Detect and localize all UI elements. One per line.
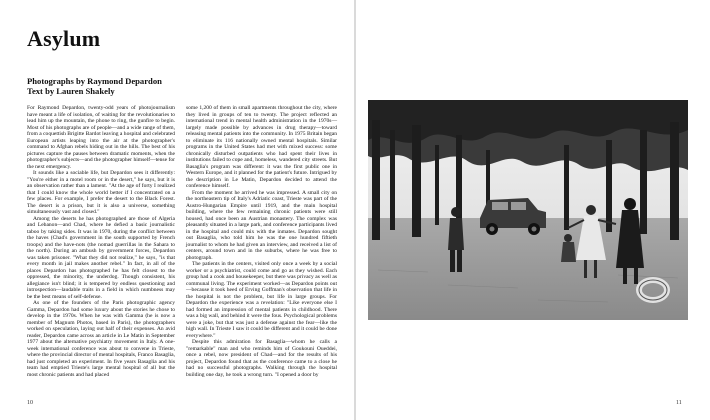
- paragraph: As one of the founders of the Paris photographic agency Gamma, Depardon had some luxury about the stories he chose to develop in the 1970s. When he was with Gamma (he is now a member of Magnum Photos, based in Paris), the photographers worked on speculation, laying out half of their expenses. An avid reader, Depardon came across an article in Le Matin in September 1977 about the alternative psychiatry movement in Italy. A one-week international conference was about to convene in Trieste, where the provincial director of mental hospitals, Franco Basaglia, had just completed an experiment. In five years Basaglia and his team had emptied Trieste's large mental hospital of all but the most chronic patients and had placed: [27, 300, 175, 378]
- page-number-left: 10: [27, 400, 33, 406]
- author-credit: Text by Lauren Shakely: [27, 86, 115, 96]
- paragraph: From the moment he arrived he was impressed. A small city on the northeastern tip of Italy's Adriatic coast, Trieste was part of the Austro-Hungarian Empire until 1919, and the main hospital building, where the few remaining chronic patients were still housed, had once been an Austrian monastery. The complex was pleasantly situated in a large park, and conference participants lived in the hospital and could mix with the inmates. Depardon sought out Basaglia, who told him he was the one hundred fiftieth journalist to whom he had given an interview, and received a list of centers, around town and in the suburbs, where he was free to photograph.: [186, 189, 337, 261]
- byline: [27, 76, 162, 96]
- article-column-2: [186, 105, 337, 378]
- paragraph: For Raymond Depardon, twenty-odd years of photojournalism have meant a life of isolation, of waiting for the revolutionaries to lead him up the mountain, the phone to ring, the gunfire to begin. Most of his photographs are of people—and a wide range of them, from a coquettish Brigitte Bardot leaving a hospital and celebrated European artists leaping into the air at the photographer's command to Afghan rebels hiding out in the hills. The best of his pictures capture the pauses between dramatic moments, when the photographer's subjects—and the photographer himself—tense for the next emergency.: [27, 105, 175, 170]
- article-column-1: [27, 105, 175, 378]
- paragraph: some 1,200 of them in small apartments throughout the city, where they lived in groups of ten to twenty. The project reflected an international trend in mental health administration in the 1970s—largely made possible by advances in drug therapy—toward releasing mental patients into the community. In 1975 Britain began to eliminate its 116 nationally owned mental hospitals. Similar programs in the United States had met with mixed success: some chronically disturbed outpatients who had spent their lives in institutions failed to cope and, homeless, wandered city streets. But Basaglia's program was different: it was the first public one in Western Europe, and it planned for the patient's future. Intrigued by the description in Le Matin, Depardon decided to attend the conference himself.: [186, 105, 337, 189]
- paragraph: Despite this admiration for Basaglia—whom he calls a "remarkable" man and who reminds him of Goukouni Oueddei, once a rebel, now president of Chad—and for the results of his project, Depardon found that as the conference came to a close he had no successful photographs. Walking through the hospital building one day, he took a wrong turn. "I opened a door by: [186, 339, 337, 378]
- paragraph: It sounds like a sociable life, but Depardon sees it differently: "You're either in a motel room or in the desert," he says, but it is an observation rather than a lament. "At the age of forty I realized that I could know the whole world better if I concentrated on a few places. For example, I prefer the desert to the Black Forest. The desert is a prison, but it is also a universe, something simultaneously vast and closed.": [27, 170, 175, 215]
- page-number-right: 11: [676, 400, 682, 406]
- photograph-image: [368, 100, 688, 320]
- paragraph: Among the deserts he has photographed are those of Algeria and Lebanon—and Chad, where he defied a basic journalistic taboo by taking sides. It was in 1970, during the conflict between the haves (Chad's government in the south supported by French troops) and the have-nots (the nomad guerrillas in the Sahara to the north). During an ambush by government forces, Depardon was taken prisoner. "What they did not realize," he says, "is that every month in jail makes another rebel." In fact, in all of the places Depardon has photographed he has felt closest to the oppressed, the minority, the underdog. Though consistent, his allegiance isn't blind; it is tempered by endless questioning and introspection—laudable traits in a field in which numbness may be the best means of self-defense.: [27, 215, 175, 300]
- page-gutter: [354, 0, 356, 420]
- page-title: Asylum: [27, 26, 101, 51]
- photographer-credit: Photographs by Raymond Depardon: [27, 76, 162, 86]
- paragraph: The patients in the centers, visited only once a week by a social worker or a psychiatrist, could come and go as they wished. Each group had a cook and housekeeper, but there was privacy as well as communal living. The experiment worked—as Depardon points out—because it took heed of Erving Goffman's observation that life in the hospital is not the problem, but life in large groups. For Depardon the experience was a revelation: "Like everyone else I had formed an impression of mental patients in childhood. There was a big wall, and behind it were the fous. Psychological problems were a joke, but that was just a defense against the fear—like the high wall. In Trieste I saw it could be different and it could be done everywhere.": [186, 261, 337, 339]
